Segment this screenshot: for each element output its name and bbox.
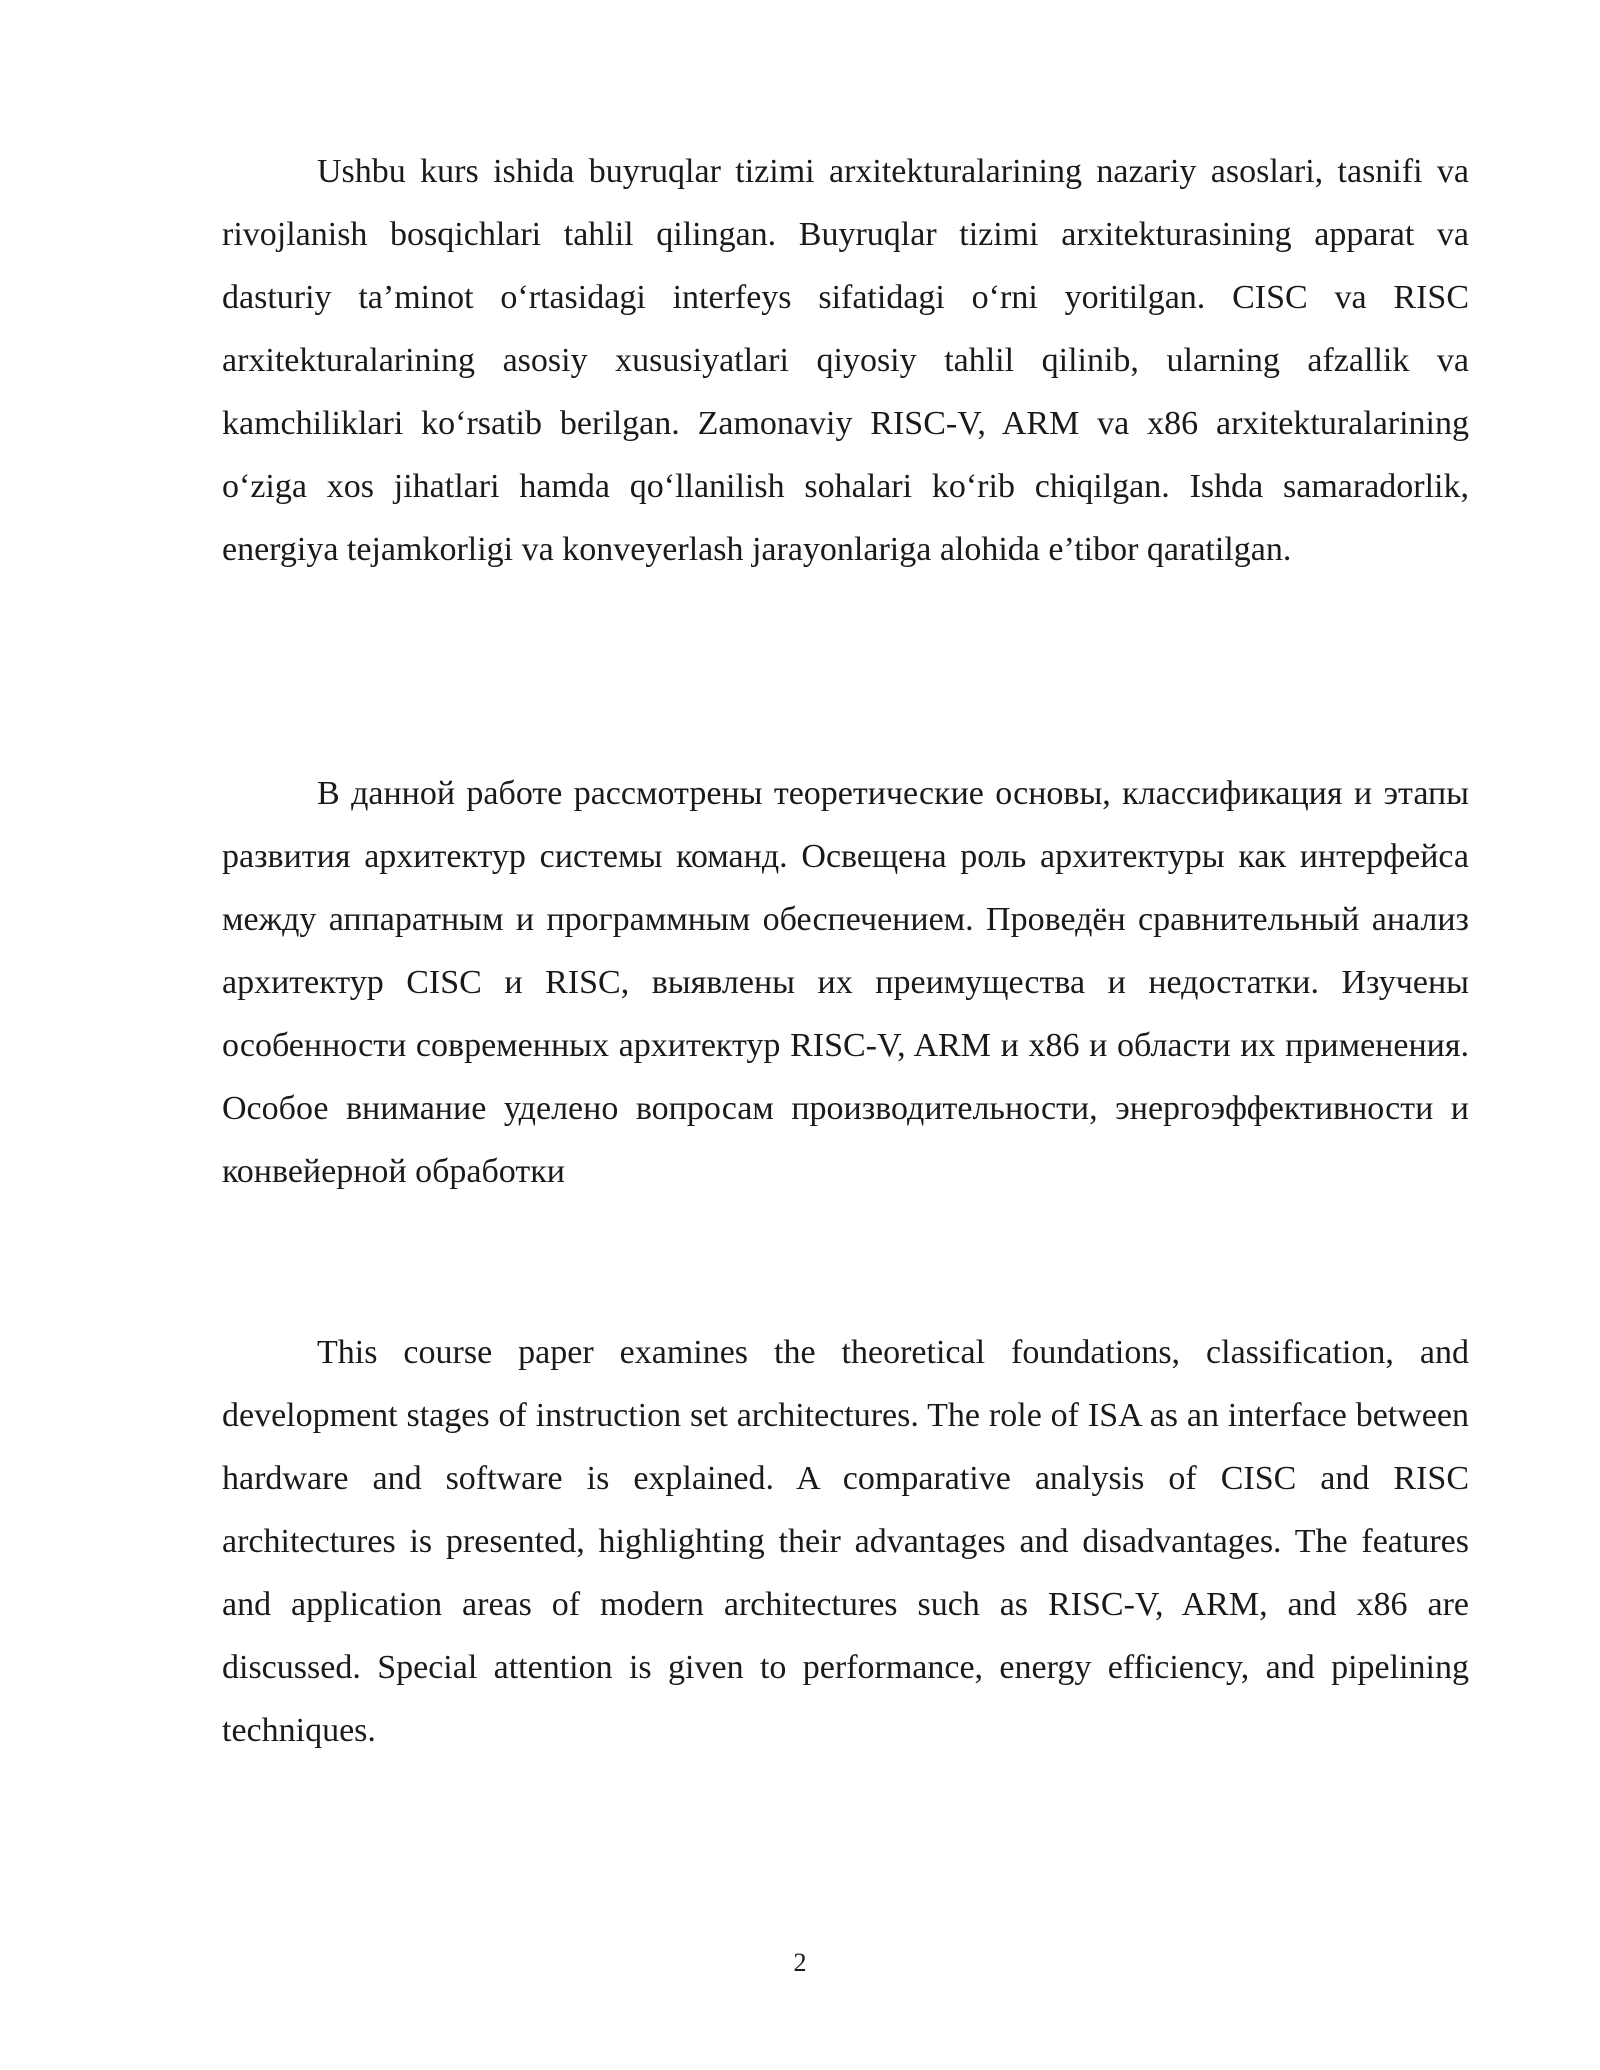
abstract-paragraph-english: This course paper examines the theoretical foundations, classification, and development stages of instruction set architectures. The role of ISA as an interface between hardware and software is explained. A comparative analysis of CISC and RISC architectures is presented, highlighting their advantages and disadvantages. The features and application areas of modern architectures such as RISC-V, ARM, and x86 are discussed. Special attention is given to performance, energy efficiency, and pipelining techniques. [222, 1334, 1469, 1749]
abstract-paragraph-uzbek: Ushbu kurs ishida buyruqlar tizimi arxitekturalarining nazariy asoslari, tasnifi va rivojlanish bosqichlari tahlil qilingan. Buyruqlar tizimi arxitekturasining apparat va dasturiy ta’minot o‘rtasidagi interfeys sifatidagi o‘rni yoritilgan. CISC va RISC arxitekturalarining asosiy xususiyatlari qiyosiy tahlil qilinib, ularning afzallik va kamchiliklari ko‘rsatib berilgan. Zamonaviy RISC-V, ARM va x86 arxitekturalarining o‘ziga xos jihatlari hamda qo‘llanilish sohalari ko‘rib chiqilgan. Ishda samaradorlik, energiya tejamkorligi va konveyerlash jarayonlariga alohida e’tibor qaratilgan. [222, 153, 1469, 568]
page-number: 2 [793, 1948, 807, 1977]
abstract-paragraph-russian: В данной работе рассмотрены теоретические основы, классификация и этапы развития архитектур системы команд. Освещена роль архитектуры как интерфейса между аппаратным и программным обеспечением. Проведён сравнительный анализ архитектур CISC и RISC, выявлены их преимущества и недостатки. Изучены особенности современных архитектур RISC-V, ARM и x86 и области их применения. Особое внимание уделено вопросам производительности, энергоэффективности и конвейерной обработки [222, 775, 1469, 1190]
